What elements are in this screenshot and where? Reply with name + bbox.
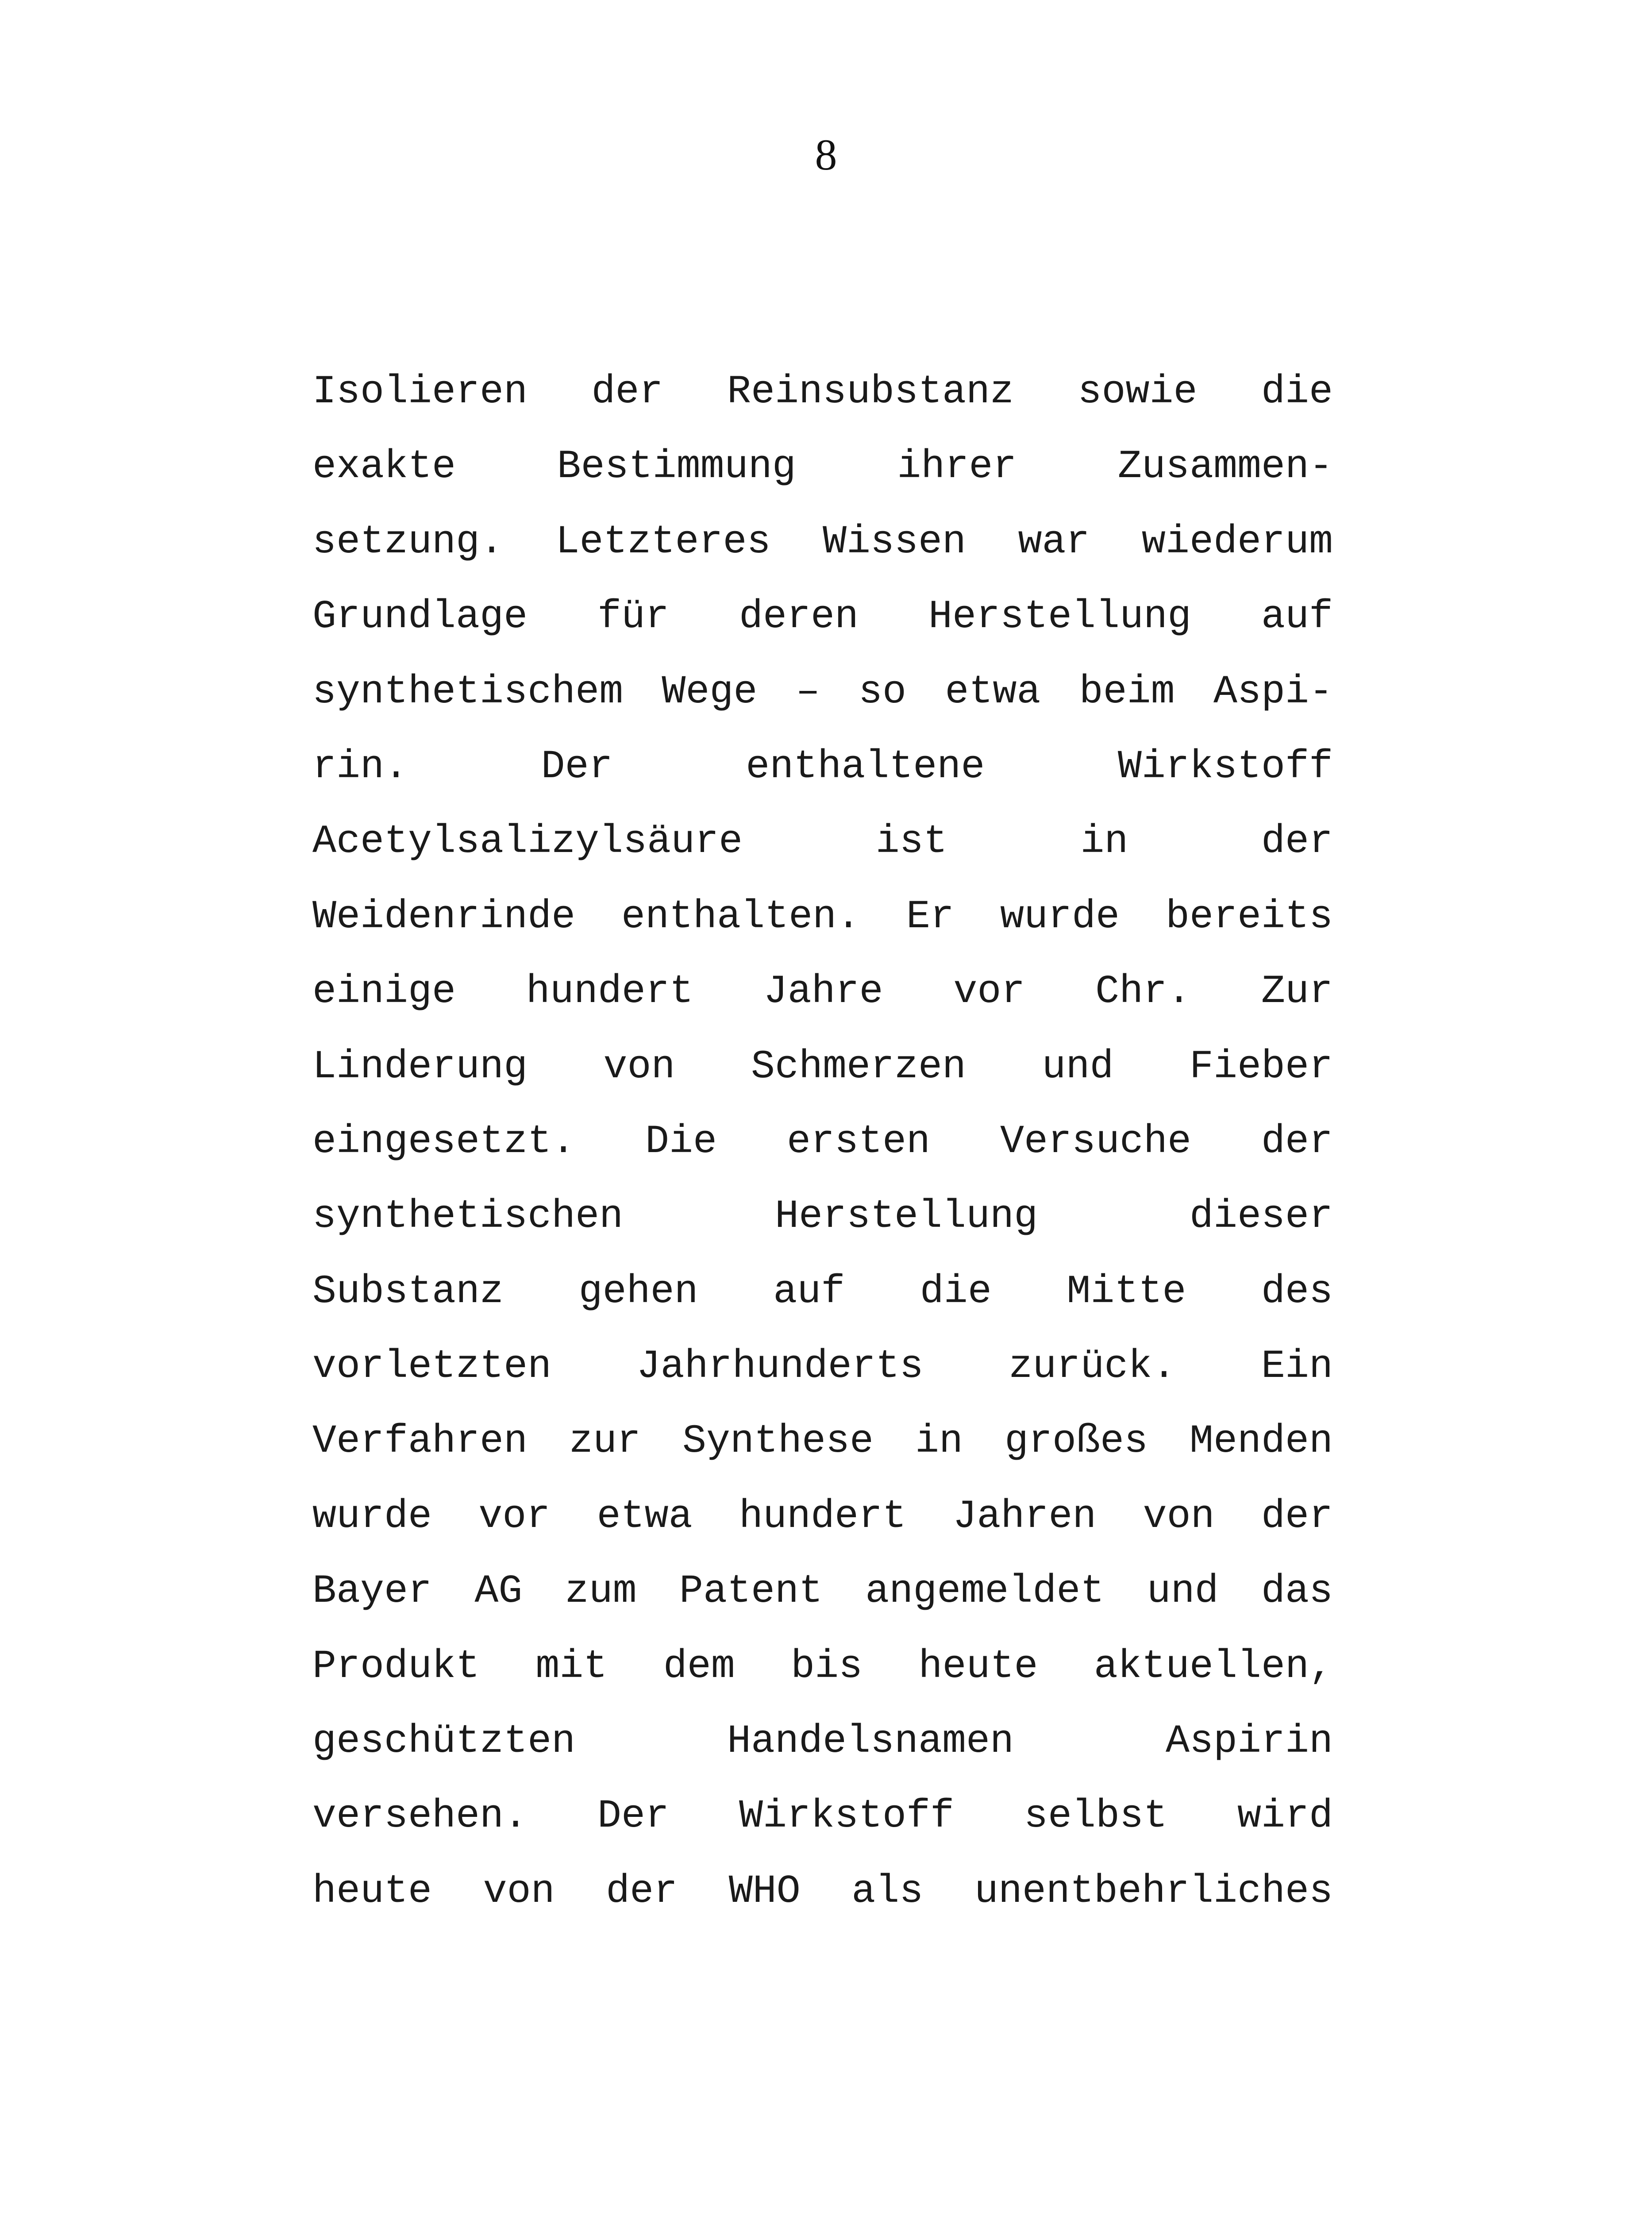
text-line-20: versehen. Der Wirkstoff selbst wird bbox=[312, 1794, 1333, 1839]
text-line-15: Verfahren zur Synthese in großes Menden bbox=[312, 1419, 1333, 1465]
text-line-8: Weidenrinde enthalten. Er wurde bereits bbox=[312, 894, 1333, 940]
text-line-14: vorletzten Jahrhunderts zurück. Ein bbox=[312, 1344, 1333, 1390]
text-line-6: rin. Der enthaltene Wirkstoff bbox=[312, 744, 1333, 790]
text-line-12: synthetischen Herstellung dieser bbox=[312, 1194, 1333, 1240]
text-line-16: wurde vor etwa hundert Jahren von der bbox=[312, 1494, 1333, 1539]
text-line-9: einige hundert Jahre vor Chr. Zur bbox=[312, 969, 1333, 1015]
text-line-2: exakte Bestimmung ihrer Zusammen- bbox=[312, 444, 1333, 490]
page-number: 8 bbox=[815, 130, 837, 179]
text-line-18: Produkt mit dem bis heute aktuellen, bbox=[312, 1644, 1333, 1689]
text-line-11: eingesetzt. Die ersten Versuche der bbox=[312, 1119, 1333, 1164]
text-line-4: Grundlage für deren Herstellung auf bbox=[312, 594, 1333, 640]
text-line-17: Bayer AG zum Patent angemeldet und das bbox=[312, 1569, 1333, 1615]
body-paragraph bbox=[312, 355, 1333, 1929]
text-line-3: setzung. Letzteres Wissen war wiederum bbox=[312, 519, 1333, 565]
text-line-5: synthetischem Wege – so etwa beim Aspi- bbox=[312, 669, 1333, 715]
text-line-10: Linderung von Schmerzen und Fieber bbox=[312, 1044, 1333, 1090]
text-line-13: Substanz gehen auf die Mitte des bbox=[312, 1269, 1333, 1315]
text-line-21: heute von der WHO als unentbehrliches bbox=[312, 1869, 1333, 1914]
text-line-7: Acetylsalizylsäure ist in der bbox=[312, 819, 1333, 865]
text-line-19: geschützten Handelsnamen Aspirin bbox=[312, 1719, 1333, 1765]
text-line-1: Isolieren der Reinsubstanz sowie die bbox=[312, 370, 1333, 415]
